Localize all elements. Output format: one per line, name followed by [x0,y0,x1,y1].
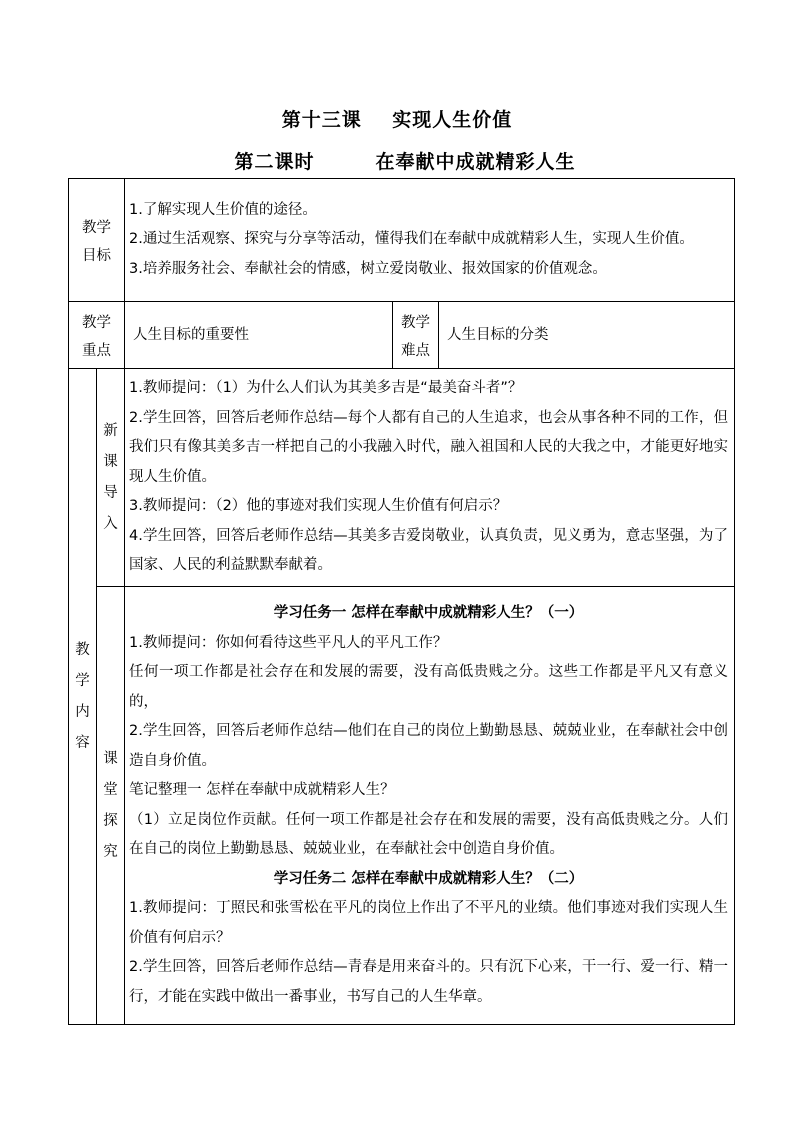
objectives-content [125,179,735,302]
lesson-subtitle: 第二课时 在奉献中成就精彩人生 [234,151,576,173]
intro-label [97,369,125,587]
label-line: 难点 [401,343,430,359]
intro-content [125,369,735,587]
task2-title: 学习任务二 怎样在奉献中成就精彩人生？（二） [273,870,584,887]
explore-content [125,587,735,1025]
difficulty-label [393,302,439,369]
objective-line: 3.培养服务社会、奉献社会的情感，树立爱岗敬业、报效国家的价值观念。 [129,260,607,277]
task2-line: 1.教师提问：丁照民和张雪松在平凡的岗位上作出了不平凡的业绩。他们事迹对我们实现人生价值有何启示？ [129,900,729,946]
key-points-row [69,302,735,369]
label-line: 重点 [82,343,111,359]
intro-line: 1.教师提问：（1）为什么人们认为其美多吉是“最美奋斗者”？ [129,380,523,397]
label-char: 究 [103,843,118,860]
explore-label [97,587,125,1025]
label-char: 堂 [103,781,118,798]
label-line: 教学 [82,315,111,331]
explore-row [69,587,735,1025]
intro-line: 4.学生回答，回答后老师作总结—其美多吉爱岗敬业，认真负责，见义勇为，意志坚强，为了国家、人民的利益默默奉献着。 [129,527,729,574]
label-char: 探 [103,812,118,829]
label-char: 入 [103,515,118,532]
label-line: 教学 [401,315,430,331]
notes-line: （1）立足岗位作贡献。任何一项工作都是社会存在和发展的需要，没有高低贵贱之分。人们在自己的岗位上勤勤恳恳、兢兢业业，在奉献社会中创造自身价值。 [129,811,729,857]
objective-line: 1.了解实现人生价值的途径。 [129,201,317,218]
label-char: 内 [75,703,90,720]
label-char: 容 [75,734,90,751]
lesson-title: 第十三课 实现人生价值 [281,109,513,131]
objective-line: 2.通过生活观察、探究与分享等活动，懂得我们在奉献中成就精彩人生，实现人生价值。 [129,231,694,248]
label-char: 教 [75,641,90,658]
intro-line: 3.教师提问：（2）他的事迹对我们实现人生价值有何启示？ [129,498,508,515]
intro-line: 2.学生回答，回答后老师作总结—每个人都有自己的人生追求，也会从事各种不同的工作，但我们只有像其美多吉一样把自己的小我融入时代，融入祖国和人民的大我之中，才能更好地实现人生价值。 [129,409,729,485]
difficulty-value: 人生目标的分类 [439,302,735,369]
lesson-plan-table [68,178,735,1025]
task1-line: 任何一项工作都是社会存在和发展的需要，没有高低贵贱之分。这些工作都是平凡又有意义的， [129,664,729,710]
label-line: 教学 [82,220,111,236]
label-char: 导 [103,484,118,501]
label-char: 课 [103,453,118,470]
intro-row [69,369,735,587]
task2-line: 2.学生回答，回答后老师作总结—青春是用来奋斗的。只有沉下心来，干一行、爱一行、精一行，才能在实践中做出一番事业，书写自己的人生华章。 [129,959,729,1005]
label-line: 目标 [82,248,111,264]
key-point-value: 人生目标的重要性 [125,302,393,369]
task1-title: 学习任务一 怎样在奉献中成就精彩人生？（一） [273,605,584,621]
label-char: 学 [75,672,90,689]
label-char: 课 [103,750,118,767]
content-label [69,369,97,1025]
key-point-label [69,302,125,369]
objectives-row [69,179,735,302]
task1-line: 2.学生回答，回答后老师作总结—他们在自己的岗位上勤勤恳恳、兢兢业业，在奉献社会中创造自身价值。 [129,723,729,769]
task1-line: 1.教师提问：你如何看待这些平凡人的平凡工作？ [129,634,448,651]
objectives-label [69,179,125,302]
label-char: 新 [103,422,118,439]
notes-heading: 笔记整理一 怎样在奉献中成就精彩人生？ [129,782,395,798]
